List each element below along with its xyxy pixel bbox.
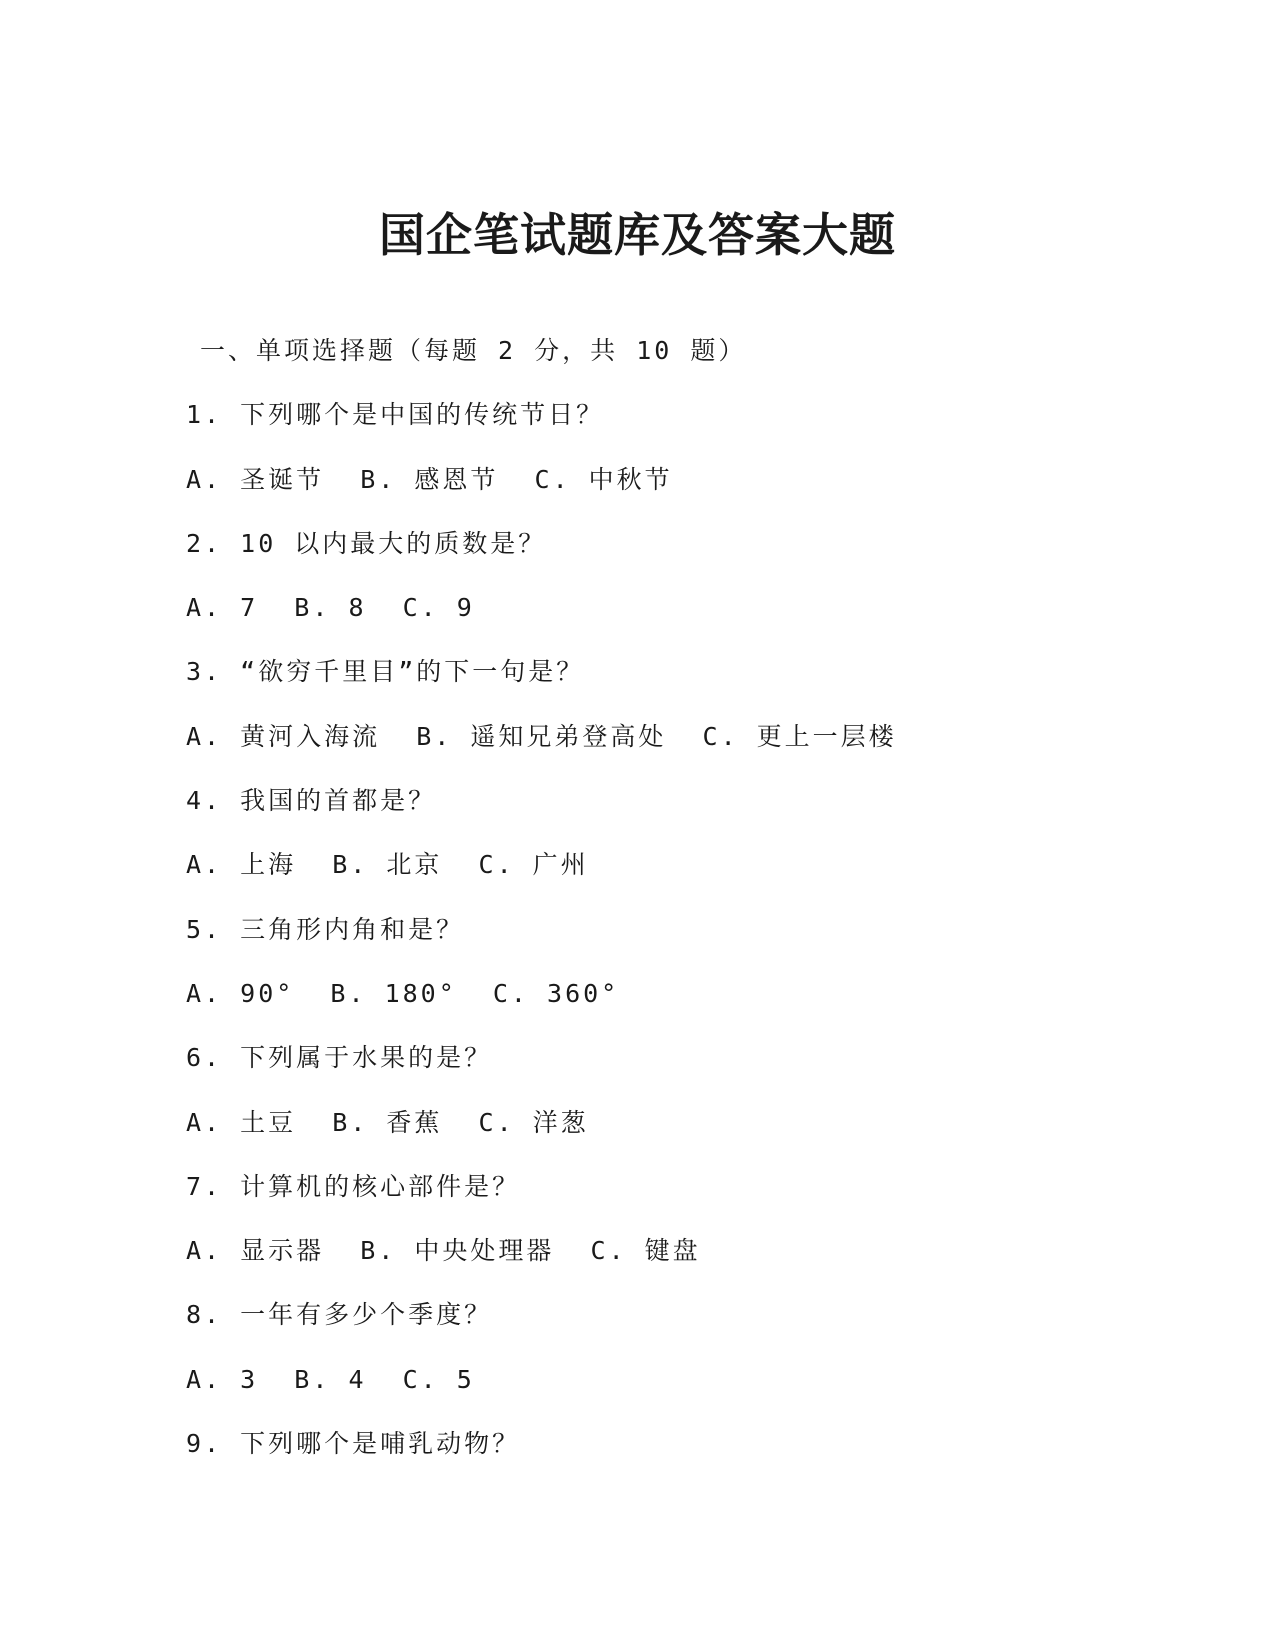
- section-heading: 一、单项选择题（每题 2 分，共 10 题）: [200, 336, 747, 365]
- question-8: 8. 一年有多少个季度？: [186, 1300, 493, 1330]
- question-3-options: A. 黄河入海流 B. 遥知兄弟登高处 C. 更上一层楼: [186, 721, 897, 751]
- question-list: [186, 333, 1186, 1490]
- question-5: 5. 三角形内角和是？: [186, 914, 465, 944]
- question-7: 7. 计算机的核心部件是？: [186, 1171, 521, 1201]
- question-2: 2. 10 以内最大的质数是？: [186, 528, 547, 558]
- question-5-options: A. 90° B. 180° C. 360°: [186, 978, 620, 1008]
- question-6: 6. 下列属于水果的是？: [186, 1043, 493, 1073]
- question-1: 1. 下列哪个是中国的传统节日？: [186, 400, 605, 430]
- question-4: 4. 我国的首都是？: [186, 786, 437, 816]
- question-1-options: A. 圣诞节 B. 感恩节 C. 中秋节: [186, 464, 673, 494]
- question-6-options: A. 土豆 B. 香蕉 C. 洋葱: [186, 1107, 589, 1137]
- question-3: 3. “欲穷千里目”的下一句是？: [186, 657, 585, 687]
- question-9: 9. 下列哪个是哺乳动物？: [186, 1429, 521, 1459]
- question-4-options: A. 上海 B. 北京 C. 广州: [186, 850, 589, 880]
- document-title: 国企笔试题库及答案大题: [379, 208, 896, 262]
- question-2-options: A. 7 B. 8 C. 9: [186, 593, 475, 623]
- question-7-options: A. 显示器 B. 中央处理器 C. 键盘: [186, 1236, 701, 1266]
- question-8-options: A. 3 B. 4 C. 5: [186, 1364, 475, 1394]
